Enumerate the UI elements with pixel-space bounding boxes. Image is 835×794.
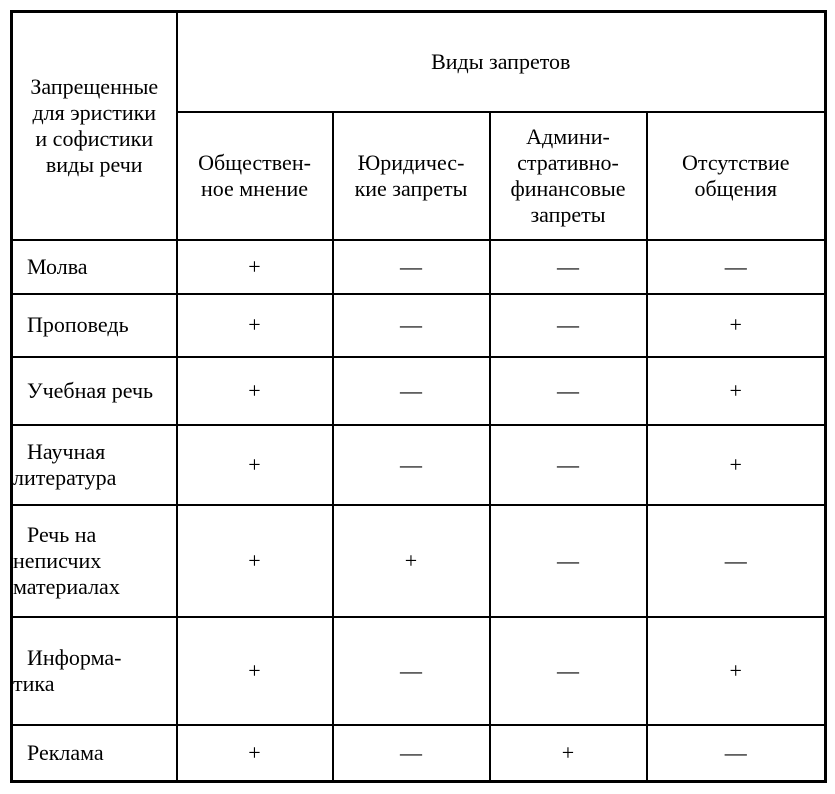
dash-mark: — — [557, 547, 579, 573]
plus-mark: + — [729, 312, 742, 337]
table-row — [12, 294, 826, 357]
mark-cell — [490, 240, 647, 294]
row-label-cell — [12, 425, 177, 505]
mark-cell — [333, 294, 490, 357]
table-row — [12, 725, 826, 782]
table-row — [12, 617, 826, 725]
mark-cell — [333, 425, 490, 505]
mark-cell — [647, 294, 826, 357]
dash-mark: — — [400, 377, 422, 403]
dash-mark: — — [400, 657, 422, 683]
mark-cell — [177, 357, 333, 425]
mark-cell — [333, 725, 490, 782]
row-label-line: Речь на — [27, 521, 97, 547]
mark-cell — [647, 505, 826, 617]
plus-mark: + — [561, 739, 575, 765]
dash-mark: — — [724, 253, 747, 279]
column-header-line: финансовые — [510, 175, 626, 201]
mark-cell — [177, 505, 333, 617]
table-row — [12, 240, 826, 294]
row-label-cell — [12, 357, 177, 425]
dash-mark: — — [724, 739, 747, 765]
corner-header-cell — [12, 12, 177, 240]
column-header-line: Админи- — [526, 123, 610, 149]
corner-header-line: виды речи — [45, 151, 143, 177]
dash-mark: — — [400, 739, 422, 765]
column-header-line: общения — [694, 175, 778, 201]
plus-mark: + — [729, 377, 742, 403]
group-header-cell — [177, 12, 826, 112]
plus-mark: + — [248, 253, 261, 279]
column-header-admin-financial-bans — [490, 112, 647, 240]
mark-cell — [333, 357, 490, 425]
plus-mark: + — [248, 451, 261, 477]
row-label-cell — [12, 725, 177, 782]
table-row — [12, 357, 826, 425]
column-header-legal-bans — [333, 112, 490, 240]
column-header-line: ное мнение — [200, 175, 309, 201]
mark-cell — [177, 617, 333, 725]
mark-cell — [177, 240, 333, 294]
mark-cell — [177, 294, 333, 357]
plus-mark: + — [729, 451, 742, 477]
column-header-hyphen: - — [457, 149, 465, 175]
mark-cell — [490, 725, 647, 782]
row-label-line: Учебная речь — [27, 377, 154, 403]
mark-cell — [333, 505, 490, 617]
column-header-hyphen: - — [303, 149, 311, 175]
row-label-line: тика — [13, 670, 55, 696]
mark-cell — [490, 294, 647, 357]
row-label-line: Проповедь — [27, 312, 129, 337]
corner-header-line: и софистики — [35, 125, 154, 151]
mark-cell — [647, 240, 826, 294]
header-row-top — [12, 12, 826, 112]
mark-cell — [333, 240, 490, 294]
dash-mark: — — [724, 547, 747, 573]
corner-header-line: для эристики — [32, 99, 157, 125]
dash-mark: — — [557, 657, 579, 683]
plus-mark: + — [248, 377, 261, 403]
column-header-line: запреты — [530, 201, 606, 227]
mark-cell — [490, 357, 647, 425]
plus-mark: + — [248, 657, 261, 683]
column-header-line: Отсутствие — [682, 149, 790, 175]
mark-cell — [177, 725, 333, 782]
row-label-cell — [12, 294, 177, 357]
dash-mark: — — [557, 253, 579, 279]
row-label-line: неписчих — [13, 547, 102, 573]
table-row — [12, 505, 826, 617]
mark-cell — [647, 425, 826, 505]
plus-mark: + — [729, 657, 742, 683]
mark-cell — [647, 617, 826, 725]
plus-mark: + — [248, 739, 261, 765]
dash-mark: — — [400, 451, 422, 477]
mark-cell — [647, 725, 826, 782]
group-header-title: Виды запретов — [431, 48, 571, 74]
plus-mark: + — [248, 312, 261, 337]
column-header-public-opinion — [177, 112, 333, 240]
mark-cell — [177, 425, 333, 505]
corner-header-line: Запрещенные — [30, 73, 159, 99]
dash-mark: — — [557, 312, 579, 337]
row-label-cell — [12, 505, 177, 617]
column-header-no-communication — [647, 112, 826, 240]
prohibitions-table — [10, 10, 827, 783]
mark-cell — [490, 425, 647, 505]
dash-mark: — — [557, 377, 579, 403]
table-row — [12, 425, 826, 505]
column-header-line: Юридичес — [357, 149, 458, 175]
plus-mark: + — [248, 547, 261, 573]
row-label-line: Реклама — [27, 739, 104, 765]
mark-cell — [333, 617, 490, 725]
dash-mark: — — [557, 451, 579, 477]
dash-mark: — — [400, 312, 422, 337]
dash-mark: — — [400, 253, 422, 279]
column-header-line: стративно- — [517, 149, 619, 175]
column-header-line: кие запреты — [354, 175, 468, 201]
row-label-line: Научная — [27, 438, 106, 464]
row-label-line: Информа- — [27, 644, 122, 670]
row-label-cell — [12, 617, 177, 725]
table-body — [12, 240, 826, 782]
row-label-line: материалах — [13, 573, 120, 599]
plus-mark: + — [404, 547, 418, 573]
mark-cell — [490, 617, 647, 725]
mark-cell — [490, 505, 647, 617]
row-label-cell — [12, 240, 177, 294]
column-header-line: Обществен — [198, 149, 304, 175]
row-label-line: Молва — [27, 253, 88, 279]
mark-cell — [647, 357, 826, 425]
row-label-line: литература — [13, 464, 117, 490]
